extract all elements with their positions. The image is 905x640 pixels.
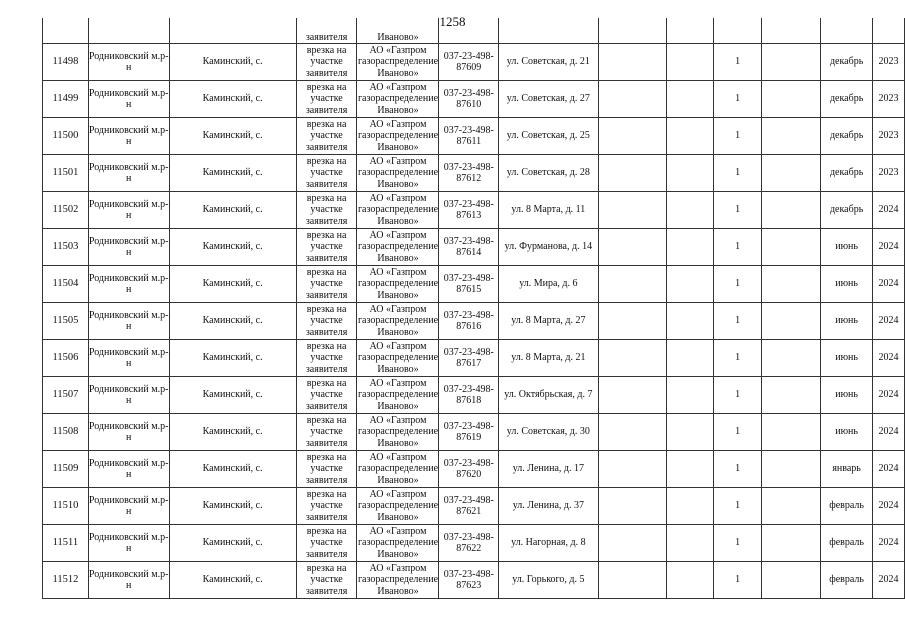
cell-quantity: 1 xyxy=(714,303,762,340)
cell-month: июнь xyxy=(821,340,873,377)
cell-year: 2023 xyxy=(873,155,905,192)
cell-year: 2023 xyxy=(873,118,905,155)
cell-row-number: 11504 xyxy=(43,266,89,303)
cell-work-type: врезка на участке заявителя xyxy=(296,266,357,303)
cell-address: ул. Фурманова, д. 14 xyxy=(499,229,599,266)
cell-empty xyxy=(761,229,820,266)
table-row xyxy=(43,340,905,377)
cell-organization: Иваново» xyxy=(357,18,439,44)
cell-work-type: врезка на участке заявителя xyxy=(296,377,357,414)
cell-year: 2024 xyxy=(873,192,905,229)
table-row xyxy=(43,229,905,266)
cell-work-type: врезка на участке заявителя xyxy=(296,525,357,562)
cell-year: 2023 xyxy=(873,81,905,118)
cell-district: Родниковский м.р-н xyxy=(88,562,169,599)
cell-year: 2024 xyxy=(873,377,905,414)
cell-address: ул. Ленина, д. 37 xyxy=(499,488,599,525)
cell-empty xyxy=(761,192,820,229)
cell-month: февраль xyxy=(821,488,873,525)
cell-locality: Каминский, с. xyxy=(169,229,296,266)
cell-year: 2024 xyxy=(873,525,905,562)
cell-quantity: 1 xyxy=(714,562,762,599)
cell-empty xyxy=(666,414,713,451)
cell-organization: АО «Газпром газораспределение Иваново» xyxy=(357,451,439,486)
cell-organization: АО «Газпром газораспределение Иваново» xyxy=(357,562,439,597)
cell-work-type: врезка на участке заявителя xyxy=(296,414,357,451)
cell-month: июнь xyxy=(821,414,873,451)
cell-address: ул. Советская, д. 27 xyxy=(499,81,599,118)
cell-year: 2024 xyxy=(873,488,905,525)
cell-organization: АО «Газпром газораспределение Иваново» xyxy=(357,81,439,116)
cell-district: Родниковский м.р-н xyxy=(88,44,169,81)
registry-table xyxy=(42,18,905,599)
page-number: 1258 xyxy=(439,14,466,29)
cell-month: декабрь xyxy=(821,44,873,81)
cell-address: ул. Октябрьская, д. 7 xyxy=(499,377,599,414)
cell-empty xyxy=(598,488,666,525)
cell-row-number: 11508 xyxy=(43,414,89,451)
cell-month: февраль xyxy=(821,525,873,562)
cell-code: 037-23-498-87612 xyxy=(439,155,499,192)
cell-empty xyxy=(598,81,666,118)
cell-district: Родниковский м.р-н xyxy=(88,81,169,118)
cell-year: 2024 xyxy=(873,266,905,303)
cell-address: ул. Советская, д. 21 xyxy=(499,44,599,81)
cell-year: 2024 xyxy=(873,229,905,266)
cell-work-type: врезка на участке заявителя xyxy=(296,488,357,525)
cell-quantity: 1 xyxy=(714,451,762,488)
cell-empty xyxy=(666,81,713,118)
table-row xyxy=(43,118,905,155)
table-body xyxy=(43,18,905,599)
cell-organization: АО «Газпром газораспределение Иваново» xyxy=(357,488,439,523)
cell-address: ул. 8 Марта, д. 27 xyxy=(499,303,599,340)
cell-empty xyxy=(598,303,666,340)
table-row xyxy=(43,525,905,562)
cell-empty xyxy=(598,451,666,488)
cell-work-type: заявителя xyxy=(296,18,357,44)
cell-organization: АО «Газпром газораспределение Иваново» xyxy=(357,525,439,560)
cell-empty xyxy=(598,18,666,44)
table-row xyxy=(43,562,905,599)
cell-empty xyxy=(598,525,666,562)
cell-empty xyxy=(761,451,820,488)
cell-year: 2024 xyxy=(873,303,905,340)
cell-empty xyxy=(666,525,713,562)
cell-work-type: врезка на участке заявителя xyxy=(296,451,357,488)
cell-address: ул. Горького, д. 5 xyxy=(499,562,599,599)
cell-district: Родниковский м.р-н xyxy=(88,303,169,340)
cell-empty xyxy=(598,562,666,599)
cell-empty xyxy=(761,488,820,525)
table-row xyxy=(43,266,905,303)
cell-empty xyxy=(598,340,666,377)
cell-district: Родниковский м.р-н xyxy=(88,414,169,451)
table-row xyxy=(43,81,905,118)
cell-row-number: 11507 xyxy=(43,377,89,414)
cell-empty xyxy=(666,192,713,229)
cell-locality: Каминский, с. xyxy=(169,451,296,488)
cell-quantity: 1 xyxy=(714,266,762,303)
cell-empty xyxy=(598,118,666,155)
cell-empty xyxy=(439,18,499,44)
cell-empty xyxy=(598,377,666,414)
cell-row-number: 11510 xyxy=(43,488,89,525)
cell-month: июнь xyxy=(821,303,873,340)
cell-empty xyxy=(666,377,713,414)
cell-empty xyxy=(666,155,713,192)
cell-district: Родниковский м.р-н xyxy=(88,229,169,266)
cell-quantity: 1 xyxy=(714,155,762,192)
cell-district: Родниковский м.р-н xyxy=(88,488,169,525)
cell-code: 037-23-498-87613 xyxy=(439,192,499,229)
cell-row-number: 11501 xyxy=(43,155,89,192)
cell-year: 2024 xyxy=(873,451,905,488)
cell-locality: Каминский, с. xyxy=(169,340,296,377)
cell-empty xyxy=(598,229,666,266)
cell-month: июнь xyxy=(821,229,873,266)
cell-code: 037-23-498-87611 xyxy=(439,118,499,155)
cell-address: ул. Советская, д. 30 xyxy=(499,414,599,451)
cell-district: Родниковский м.р-н xyxy=(88,340,169,377)
cell-code: 037-23-498-87620 xyxy=(439,451,499,488)
cell-quantity: 1 xyxy=(714,81,762,118)
cell-organization: АО «Газпром газораспределение Иваново» xyxy=(357,266,439,301)
cell-code: 037-23-498-87617 xyxy=(439,340,499,377)
cell-row-number: 11505 xyxy=(43,303,89,340)
cell-address: ул. Советская, д. 25 xyxy=(499,118,599,155)
cell-empty xyxy=(666,340,713,377)
cell-address: ул. Ленина, д. 17 xyxy=(499,451,599,488)
cell-address: ул. Советская, д. 28 xyxy=(499,155,599,192)
cell-address: ул. 8 Марта, д. 21 xyxy=(499,340,599,377)
cell-work-type: врезка на участке заявителя xyxy=(296,229,357,266)
cell-month: февраль xyxy=(821,562,873,599)
cell-month: декабрь xyxy=(821,155,873,192)
cell-organization: АО «Газпром газораспределение Иваново» xyxy=(357,44,439,79)
cell-empty xyxy=(43,18,89,44)
cell-code: 037-23-498-87622 xyxy=(439,525,499,562)
cell-empty xyxy=(761,303,820,340)
cell-quantity: 1 xyxy=(714,340,762,377)
cell-empty xyxy=(761,18,820,44)
cell-empty xyxy=(598,192,666,229)
cell-row-number: 11512 xyxy=(43,562,89,599)
cell-work-type: врезка на участке заявителя xyxy=(296,81,357,118)
cell-empty xyxy=(761,118,820,155)
cell-locality: Каминский, с. xyxy=(169,525,296,562)
table-row xyxy=(43,377,905,414)
table-row xyxy=(43,155,905,192)
cell-work-type: врезка на участке заявителя xyxy=(296,340,357,377)
cell-empty xyxy=(169,18,296,44)
cell-empty xyxy=(666,18,713,44)
cell-organization: АО «Газпром газораспределение Иваново» xyxy=(357,118,439,153)
table-row xyxy=(43,451,905,488)
cell-row-number: 11499 xyxy=(43,81,89,118)
cell-empty xyxy=(666,562,713,599)
cell-empty xyxy=(761,414,820,451)
cell-organization: АО «Газпром газораспределение Иваново» xyxy=(357,155,439,190)
table-row xyxy=(43,488,905,525)
cell-locality: Каминский, с. xyxy=(169,414,296,451)
cell-empty xyxy=(761,525,820,562)
cell-empty xyxy=(761,562,820,599)
cell-organization: АО «Газпром газораспределение Иваново» xyxy=(357,340,439,375)
cell-district: Родниковский м.р-н xyxy=(88,155,169,192)
cell-quantity: 1 xyxy=(714,414,762,451)
cell-empty xyxy=(761,377,820,414)
cell-locality: Каминский, с. xyxy=(169,192,296,229)
cell-row-number: 11502 xyxy=(43,192,89,229)
cell-row-number: 11500 xyxy=(43,118,89,155)
cell-empty xyxy=(761,266,820,303)
cell-quantity: 1 xyxy=(714,118,762,155)
cell-empty xyxy=(598,266,666,303)
cell-locality: Каминский, с. xyxy=(169,44,296,81)
table-row xyxy=(43,44,905,81)
cell-organization: АО «Газпром газораспределение Иваново» xyxy=(357,414,439,449)
cell-locality: Каминский, с. xyxy=(169,377,296,414)
cell-empty xyxy=(666,303,713,340)
cell-month: январь xyxy=(821,451,873,488)
cell-empty xyxy=(821,18,873,44)
cell-locality: Каминский, с. xyxy=(169,303,296,340)
cell-empty xyxy=(598,155,666,192)
cell-locality: Каминский, с. xyxy=(169,81,296,118)
cell-row-number: 11511 xyxy=(43,525,89,562)
cell-district: Родниковский м.р-н xyxy=(88,377,169,414)
cell-organization: АО «Газпром газораспределение Иваново» xyxy=(357,377,439,412)
cell-code: 037-23-498-87615 xyxy=(439,266,499,303)
cell-code: 037-23-498-87619 xyxy=(439,414,499,451)
cell-empty xyxy=(714,18,762,44)
cell-work-type: врезка на участке заявителя xyxy=(296,192,357,229)
cell-month: июнь xyxy=(821,377,873,414)
cell-district: Родниковский м.р-н xyxy=(88,266,169,303)
cell-empty xyxy=(666,266,713,303)
cell-empty xyxy=(761,44,820,81)
cell-locality: Каминский, с. xyxy=(169,155,296,192)
cell-year: 2024 xyxy=(873,414,905,451)
cell-address: ул. 8 Марта, д. 11 xyxy=(499,192,599,229)
cell-organization: АО «Газпром газораспределение Иваново» xyxy=(357,303,439,338)
cell-empty xyxy=(499,18,599,44)
cell-empty xyxy=(666,118,713,155)
cell-work-type: врезка на участке заявителя xyxy=(296,303,357,340)
cell-row-number: 11509 xyxy=(43,451,89,488)
cell-work-type: врезка на участке заявителя xyxy=(296,155,357,192)
cell-address: ул. Нагорная, д. 8 xyxy=(499,525,599,562)
cell-month: декабрь xyxy=(821,118,873,155)
cell-quantity: 1 xyxy=(714,44,762,81)
cell-empty xyxy=(666,451,713,488)
cell-year: 2023 xyxy=(873,44,905,81)
table-row xyxy=(43,192,905,229)
cell-code: 037-23-498-87609 xyxy=(439,44,499,81)
table-row-partial xyxy=(43,18,905,44)
cell-quantity: 1 xyxy=(714,488,762,525)
cell-code: 037-23-498-87616 xyxy=(439,303,499,340)
cell-empty xyxy=(88,18,169,44)
cell-locality: Каминский, с. xyxy=(169,562,296,599)
cell-code: 037-23-498-87623 xyxy=(439,562,499,599)
cell-month: декабрь xyxy=(821,81,873,118)
cell-empty xyxy=(761,81,820,118)
cell-year: 2024 xyxy=(873,340,905,377)
cell-locality: Каминский, с. xyxy=(169,266,296,303)
cell-district: Родниковский м.р-н xyxy=(88,451,169,488)
cell-empty xyxy=(666,488,713,525)
cell-empty xyxy=(761,340,820,377)
cell-work-type: врезка на участке заявителя xyxy=(296,44,357,81)
cell-organization: АО «Газпром газораспределение Иваново» xyxy=(357,192,439,227)
cell-locality: Каминский, с. xyxy=(169,488,296,525)
cell-empty xyxy=(666,229,713,266)
cell-empty xyxy=(666,44,713,81)
cell-code: 037-23-498-87614 xyxy=(439,229,499,266)
table-row xyxy=(43,303,905,340)
cell-empty xyxy=(598,44,666,81)
cell-quantity: 1 xyxy=(714,192,762,229)
cell-work-type: врезка на участке заявителя xyxy=(296,118,357,155)
cell-code: 037-23-498-87618 xyxy=(439,377,499,414)
table-row xyxy=(43,414,905,451)
cell-empty xyxy=(598,414,666,451)
cell-code: 037-23-498-87621 xyxy=(439,488,499,525)
cell-month: декабрь xyxy=(821,192,873,229)
cell-row-number: 11503 xyxy=(43,229,89,266)
cell-organization: АО «Газпром газораспределение Иваново» xyxy=(357,229,439,264)
cell-quantity: 1 xyxy=(714,229,762,266)
cell-address: ул. Мира, д. 6 xyxy=(499,266,599,303)
cell-locality: Каминский, с. xyxy=(169,118,296,155)
cell-year: 2024 xyxy=(873,562,905,599)
cell-row-number: 11498 xyxy=(43,44,89,81)
cell-district: Родниковский м.р-н xyxy=(88,118,169,155)
cell-work-type: врезка на участке заявителя xyxy=(296,562,357,599)
cell-district: Родниковский м.р-н xyxy=(88,525,169,562)
cell-empty xyxy=(873,18,905,44)
cell-district: Родниковский м.р-н xyxy=(88,192,169,229)
cell-code: 037-23-498-87610 xyxy=(439,81,499,118)
cell-empty xyxy=(761,155,820,192)
cell-quantity: 1 xyxy=(714,377,762,414)
cell-month: июнь xyxy=(821,266,873,303)
cell-row-number: 11506 xyxy=(43,340,89,377)
cell-quantity: 1 xyxy=(714,525,762,562)
